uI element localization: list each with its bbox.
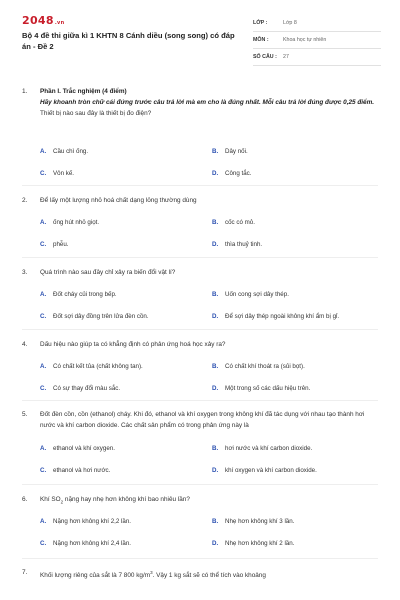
option-d[interactable]: [212, 385, 310, 392]
option-key: D.: [212, 241, 219, 248]
option-d[interactable]: [212, 241, 262, 248]
question-text: [40, 86, 378, 119]
option-text: Có sự thay đổi màu sắc.: [53, 385, 121, 392]
question-prompt: [40, 567, 378, 581]
option-text: Dây nối.: [225, 148, 248, 155]
option-text: hơi nước và khí carbon dioxide.: [225, 445, 313, 452]
logo-suffix: .vn: [54, 20, 65, 26]
document-title: Bộ 4 đề thi giữa kì 1 KHTN 8 Cánh diều (song song) có đáp án - Đề 2: [22, 31, 235, 51]
option-c[interactable]: [40, 241, 68, 248]
option-text: Nhẹ hơn không khí 3 lần.: [225, 518, 295, 525]
option-text: Có chất khí thoát ra (sủi bọt).: [225, 363, 305, 370]
option-a[interactable]: [40, 363, 143, 370]
divider: [22, 329, 378, 330]
divider: [22, 484, 378, 485]
meta-value: 27: [283, 54, 289, 60]
meta-label: SỐ CÂU :: [253, 54, 277, 60]
option-text: cốc có mỏ.: [225, 219, 255, 226]
option-a[interactable]: [40, 219, 99, 226]
question-number: 2.: [22, 197, 28, 204]
prompt-part: nặng hay nhẹ hơn không khí bao nhiêu lần?: [63, 496, 190, 503]
option-key: D.: [212, 540, 219, 547]
page-header: [0, 0, 400, 70]
meta-row-class: [253, 15, 381, 32]
option-key: B.: [212, 518, 219, 525]
option-key: A.: [40, 363, 47, 370]
meta-row-count: [253, 49, 381, 66]
option-text: phễu.: [53, 241, 69, 248]
option-text: ethanol và hơi nước.: [53, 467, 111, 474]
prompt-part: . Vậy 1 kg sắt sẽ có thể tích vào khoảng: [152, 572, 266, 580]
site-logo[interactable]: [22, 14, 64, 27]
question-number: 5.: [22, 411, 28, 418]
option-d[interactable]: [212, 313, 339, 320]
option-b[interactable]: [212, 363, 305, 370]
option-key: B.: [212, 219, 219, 226]
option-c[interactable]: [40, 385, 120, 392]
option-b[interactable]: [212, 445, 312, 452]
option-text: thìa thuỷ tinh.: [225, 241, 263, 248]
option-text: Cầu chì ống.: [53, 148, 89, 155]
option-b[interactable]: [212, 518, 294, 525]
question-prompt: Quá trình nào sau đây chỉ xảy ra biến đổi vật lí?: [40, 269, 176, 276]
prompt-part: Khối lượng riêng của sắt là 7 800 kg/m: [40, 572, 151, 580]
option-a[interactable]: [40, 518, 131, 525]
meta-table: [253, 15, 381, 66]
option-b[interactable]: [212, 148, 248, 155]
option-key: C.: [40, 170, 47, 177]
option-key: D.: [212, 313, 219, 320]
option-key: A.: [40, 518, 47, 525]
option-text: Nặng hơn không khí 2,2 lần.: [53, 518, 132, 525]
meta-label: LỚP :: [253, 20, 268, 26]
option-d[interactable]: [212, 170, 251, 177]
option-key: A.: [40, 445, 47, 452]
divider: [22, 257, 378, 258]
option-a[interactable]: [40, 445, 115, 452]
option-a[interactable]: [40, 291, 117, 298]
option-key: C.: [40, 385, 47, 392]
option-key: D.: [212, 170, 219, 177]
option-key: D.: [212, 385, 219, 392]
option-key: C.: [40, 313, 47, 320]
question-prompt: [40, 494, 378, 507]
option-text: Đốt sợi dây đồng trên lửa đèn cồn.: [53, 313, 149, 320]
question-prompt: Để lấy một lượng nhỏ hoá chất dạng lỏng thường dùng: [40, 197, 197, 204]
divider: [22, 558, 378, 559]
option-key: C.: [40, 467, 47, 474]
option-text: Công tắc.: [225, 170, 252, 177]
meta-value: Lớp 8: [283, 20, 297, 26]
question-prompt: Thiết bị nào sau đây là thiết bị đo điện?: [40, 110, 152, 117]
question-number: 4.: [22, 341, 28, 348]
prompt-subscript: 2: [60, 499, 64, 505]
option-text: Nặng hơn không khí 2,4 lần.: [53, 540, 132, 547]
option-b[interactable]: [212, 219, 255, 226]
option-text: ống hút nhỏ giọt.: [53, 219, 100, 226]
option-c[interactable]: [40, 170, 74, 177]
option-key: B.: [212, 148, 219, 155]
prompt-superscript: 3: [150, 570, 153, 575]
option-c[interactable]: [40, 540, 131, 547]
meta-row-subject: [253, 32, 381, 49]
section-instruction: Hãy khoanh tròn chữ cái đứng trước câu trả lời mà em cho là đúng nhất. Mỗi câu trả lời đúng được 0,25 điểm.: [40, 99, 375, 106]
question-number: 3.: [22, 269, 28, 276]
option-text: ethanol và khí oxygen.: [53, 445, 115, 452]
logo-text: 2048: [22, 14, 54, 27]
option-key: A.: [40, 148, 47, 155]
option-text: Một trong số các dấu hiệu trên.: [225, 385, 311, 392]
meta-value: Khoa học tự nhiên: [283, 37, 327, 43]
option-d[interactable]: [212, 540, 294, 547]
option-key: C.: [40, 540, 47, 547]
option-b[interactable]: [212, 291, 289, 298]
question-number: 6.: [22, 496, 28, 503]
question-number: 7.: [22, 569, 28, 576]
meta-label: MÔN :: [253, 37, 269, 43]
option-key: A.: [40, 291, 47, 298]
option-key: A.: [40, 219, 47, 226]
question-prompt: Đốt đèn cồn, cồn (ethanol) cháy. Khi đó, ethanol và khí oxygen trong không khí đã tác dụng với nhau tạo thành hơi nước và khí carbon dioxide. Các chất sản phẩm có trong phản ứng này là: [40, 411, 365, 429]
divider: [22, 400, 378, 401]
option-key: C.: [40, 241, 47, 248]
prompt-part: Khí SO: [40, 496, 61, 503]
option-text: Vôn kế.: [53, 170, 74, 177]
option-text: Uốn cong sợi dây thép.: [225, 291, 289, 298]
option-key: B.: [212, 363, 219, 370]
option-a[interactable]: [40, 148, 88, 155]
question-prompt: Dấu hiệu nào giúp ta có khẳng định có phản ứng hoá học xảy ra?: [40, 341, 226, 348]
option-text: Để sợi dây thép ngoài không khí ẩm bị gỉ.: [225, 313, 340, 320]
option-text: Đốt cháy củi trong bếp.: [53, 291, 117, 298]
option-text: Có chất kết tủa (chất không tan).: [53, 363, 143, 370]
option-text: Nhẹ hơn không khí 2 lần.: [225, 540, 295, 547]
option-c[interactable]: [40, 313, 149, 320]
option-key: B.: [212, 445, 219, 452]
question-number: 1.: [22, 88, 28, 95]
option-text: khí oxygen và khí carbon dioxide.: [225, 467, 317, 474]
divider: [22, 185, 378, 186]
option-d[interactable]: [212, 467, 317, 474]
option-key: D.: [212, 467, 219, 474]
option-key: B.: [212, 291, 219, 298]
section-title: Phần I. Trắc nghiệm (4 điểm): [40, 88, 127, 95]
option-c[interactable]: [40, 467, 110, 474]
